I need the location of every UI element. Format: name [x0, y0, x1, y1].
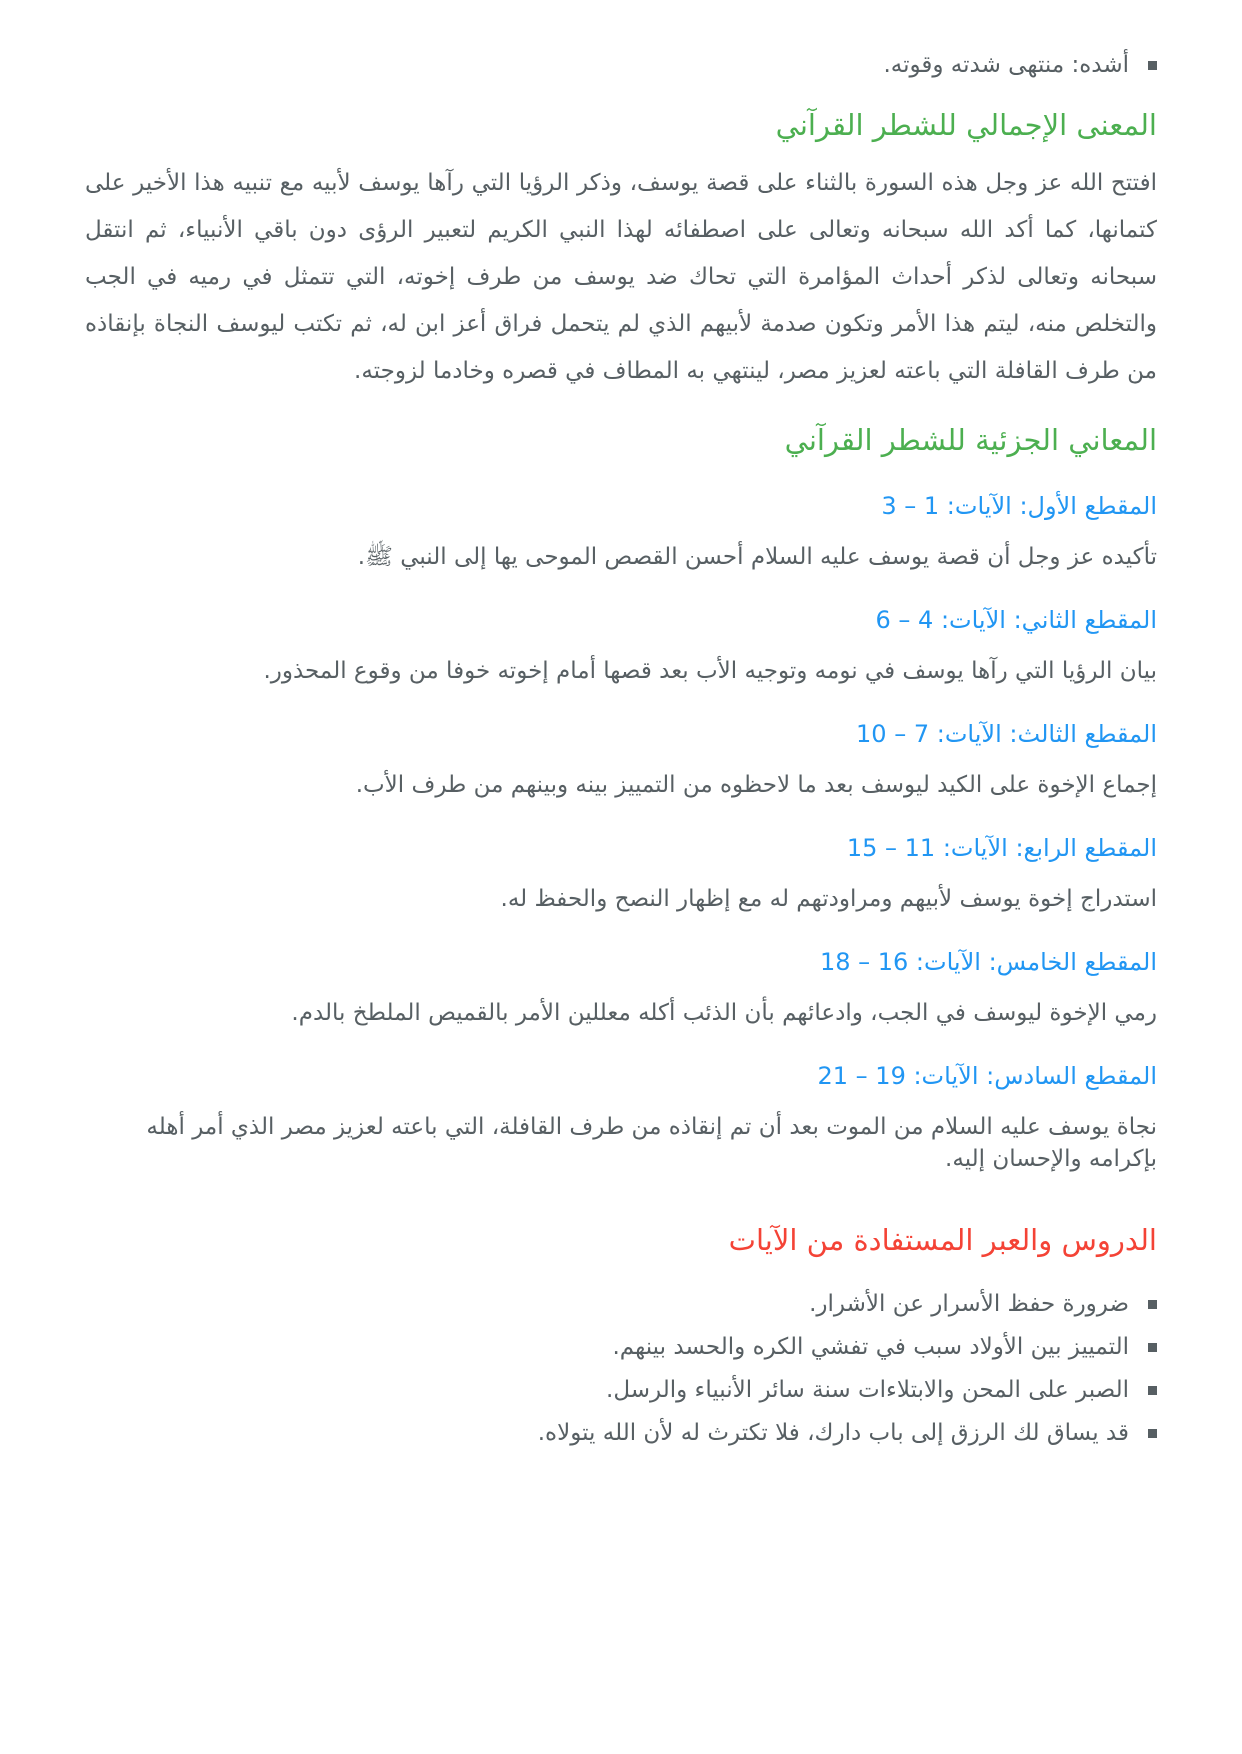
lesson-item — [85, 1375, 1157, 1406]
passage-4-heading: المقطع الرابع: الآيات: 11 – 15 — [846, 834, 1157, 862]
lesson-item — [85, 1418, 1157, 1449]
lesson-item — [85, 1289, 1157, 1320]
lesson-item-text: التمييز بين الأولاد سبب في تفشي الكره والحسد بينهم. — [612, 1334, 1129, 1360]
partial-meanings-title: المعاني الجزئية للشطر القرآني — [784, 423, 1157, 457]
passage-5-heading: المقطع الخامس: الآيات: 16 – 18 — [819, 948, 1157, 976]
overall-meaning-title: المعنى الإجمالي للشطر القرآني — [775, 108, 1157, 142]
vocab-note-text: أشده: منتهى شدته وقوته. — [883, 52, 1129, 78]
lesson-item — [85, 1332, 1157, 1363]
bullet-square-icon — [1148, 1300, 1157, 1309]
passage-6-text: نجاة يوسف عليه السلام من الموت بعد أن تم إنقاذه من طرف القافلة، التي باعته لعزيز مصر الذي أمر أهله بإكرامه والإحسان إليه. — [146, 1114, 1157, 1172]
bullet-square-icon — [1148, 1429, 1157, 1438]
lesson-item-text: ضرورة حفظ الأسرار عن الأشرار. — [809, 1291, 1129, 1317]
bullet-square-icon — [1148, 1343, 1157, 1352]
lessons-list — [85, 1289, 1157, 1449]
passage-3-text: إجماع الإخوة على الكيد ليوسف بعد ما لاحظوه من التمييز بينه وبينهم من طرف الأب. — [355, 772, 1157, 798]
passage-1-heading: المقطع الأول: الآيات: 1 – 3 — [881, 492, 1157, 520]
passage-2-text: بيان الرؤيا التي رآها يوسف في نومه وتوجيه الأب بعد قصها أمام إخوته خوفا من وقوع المحذور. — [263, 658, 1157, 684]
passage-2-heading: المقطع الثاني: الآيات: 4 – 6 — [875, 606, 1157, 634]
lessons-title: الدروس والعبر المستفادة من الآيات — [728, 1223, 1157, 1257]
lesson-item-text: الصبر على المحن والابتلاءات سنة سائر الأنبياء والرسل. — [606, 1377, 1129, 1403]
passage-1-text: تأكيده عز وجل أن قصة يوسف عليه السلام أحسن القصص الموحى يها إلى النبي ﷺ. — [357, 544, 1157, 570]
vocab-note-item — [85, 50, 1157, 80]
passage-4-text: استدراج إخوة يوسف لأبيهم ومراودتهم له مع إظهار النصح والحفظ له. — [500, 886, 1157, 912]
passage-6-heading: المقطع السادس: الآيات: 19 – 21 — [817, 1062, 1157, 1090]
overall-meaning-paragraph: افتتح الله عز وجل هذه السورة بالثناء على قصة يوسف، وذكر الرؤيا التي رآها يوسف لأبيه مع تنبيه هذا الأخير على كتمانها، كما أكد الله سبحانه وتعالى على اصطفائه لهذا النبي الكريم لتعبير الرؤى دون باقي الأنبياء، ثم انتقل سبحانه وتعالى لذكر أحداث المؤامرة التي تحاك ضد يوسف من طرف إخوته، التي تتمثل في رميه في الجب والتخلص منه، ليتم هذا الأمر وتكون صدمة لأبيهم الذي لم يتحمل فراق أعز ابن له، ثم تكتب ليوسف النجاة بإنقاذه من طرف القافلة التي باعته لعزيز مصر، لينتهي به المطاف في قصره وخادما لزوجته. — [85, 170, 1157, 384]
bullet-square-icon — [1148, 61, 1157, 70]
passage-5-text: رمي الإخوة ليوسف في الجب، وادعائهم بأن الذئب أكله معللين الأمر بالقميص الملطخ بالدم. — [291, 1000, 1157, 1026]
passage-3-heading: المقطع الثالث: الآيات: 7 – 10 — [856, 720, 1157, 748]
bullet-square-icon — [1148, 1386, 1157, 1395]
lesson-item-text: قد يساق لك الرزق إلى باب دارك، فلا تكترث له لأن الله يتولاه. — [537, 1420, 1129, 1446]
